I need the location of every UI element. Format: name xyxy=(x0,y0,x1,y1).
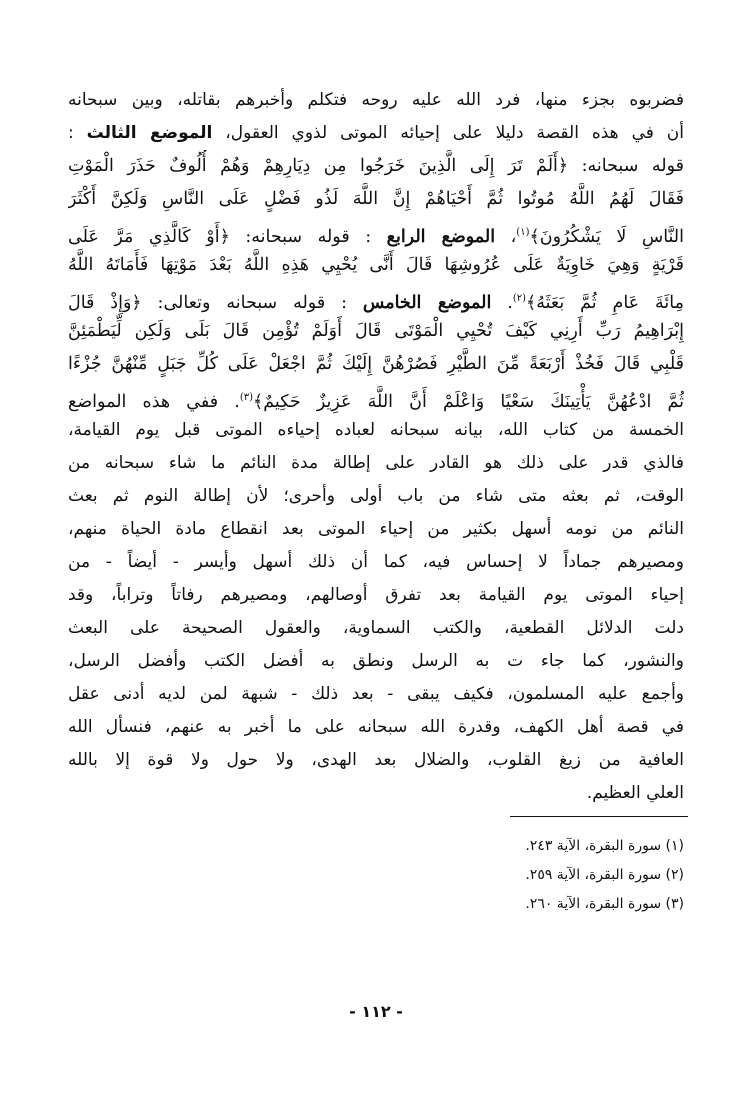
text-line xyxy=(68,480,684,513)
line-text: العلي العظيم. xyxy=(586,783,684,803)
line-text: العافية من زيغ القلوب، والضلال بعد الهدى، ولا حول ولا قوة إلا بالله xyxy=(68,750,684,770)
text-line xyxy=(68,381,684,414)
section-heading: الموضع الخامس xyxy=(362,292,492,313)
text-line xyxy=(68,546,684,579)
text-line xyxy=(68,777,684,810)
line-text: . xyxy=(491,292,513,313)
text-line xyxy=(68,447,684,480)
text-line xyxy=(68,150,684,183)
line-text: قَلْبِي قَالَ فَخُذْ أَرْبَعَةً مِّنَ الطَّيْرِ فَصُرْهُنَّ إِلَيْكَ ثُمَّ اجْعَلْ عَلَى كُلِّ جَبَلٍ مِّنْهُنَّ جُزْءًا xyxy=(68,354,684,374)
footnote-item: (١) سورة البقرة، الآية ٢٤٣. xyxy=(525,838,684,854)
line-text: . ففي هذه المواضع xyxy=(68,391,240,412)
line-text: : قوله سبحانه: ﴿أَوْ كَالَّذِي مَرَّ عَلَى xyxy=(68,226,387,247)
line-text: والنشور، كما جاء ت به الرسل ونطق به أفضل الكتب وأفضل الرسل، xyxy=(68,651,684,671)
text-line xyxy=(68,711,684,744)
line-text: قَرْيَةٍ وَهِيَ خَاوِيَةٌ عَلَى عُرُوشِهَا قَالَ أَنَّى يُحْيِي هَذِهِ اللَّهُ بَعْدَ مَوْتِهَا فَأَمَاتَهُ اللَّهُ xyxy=(68,255,684,275)
line-text: الخمسة من كتاب الله، بيانه سبحانه لعباده إحياءه الموتى قبل يوم القيامة، xyxy=(68,420,684,440)
line-text: : xyxy=(68,123,87,143)
footnote-ref: (١) xyxy=(516,227,530,238)
line-text: فالذي قدر على ذلك هو القادر على إطالة مدة النائم ما شاء سبحانه من xyxy=(68,453,684,473)
line-text: ، xyxy=(495,226,517,247)
section-heading: الموضع الثالث xyxy=(86,123,213,143)
section-heading: الموضع الرابع xyxy=(386,226,496,247)
text-line xyxy=(68,282,684,315)
line-text: إحياء الموتى يوم القيامة بعد تفرق أوصالهم، ومصيرهم رفاتاً وتراباً، وقد xyxy=(68,585,684,605)
line-text: الوقت، ثم بعثه متى شاء من باب أولى وأحرى؛ لأن إطالة النوم ثم بعث xyxy=(68,486,684,506)
line-text: مِائَةَ عَامٍ ثُمَّ بَعَثَهُ﴾ xyxy=(526,292,684,313)
text-line xyxy=(68,612,684,645)
line-text: : قوله سبحانه وتعالى: ﴿وَإِذْ قَالَ xyxy=(68,292,363,313)
text-line xyxy=(68,678,684,711)
text-line xyxy=(68,183,684,216)
text-line xyxy=(68,249,684,282)
page-body xyxy=(68,84,684,810)
page-number: - ١١٢ - xyxy=(349,1002,403,1021)
footnote-ref: (٢) xyxy=(512,293,527,304)
text-line xyxy=(68,315,684,348)
line-text: إِبْرَاهِيمُ رَبِّ أَرِنِي كَيْفَ تُحْيِي الْمَوْتَى قَالَ أَوَلَمْ تُؤْمِن قَالَ بَلَى وَلَكِن لِّيَطْمَئِنَّ xyxy=(68,321,684,341)
line-text: فَقَالَ لَهُمُ اللَّهُ مُوتُوا ثُمَّ أَحْيَاهُمْ إِنَّ اللَّهَ لَذُو فَضْلٍ عَلَى النَّاسِ وَلَكِنَّ أَكْثَرَ xyxy=(68,189,684,209)
text-line xyxy=(68,645,684,678)
text-line xyxy=(68,513,684,546)
footnote-item: (٢) سورة البقرة، الآية ٢٥٩. xyxy=(525,867,684,883)
line-text: قوله سبحانه: ﴿أَلَمْ تَرَ إِلَى الَّذِينَ خَرَجُوا مِن دِيَارِهِمْ وَهُمْ أُلُوفٌ حَذَرَ الْمَوْتِ xyxy=(68,156,684,176)
footnote-separator xyxy=(510,816,688,817)
line-text: النائم من نومه أسهل بكثير من إحياء الموتى بعد انقطاع مادة الحياة منهم، xyxy=(68,519,684,539)
line-text: أن في هذه القصة دليلا على إحيائه الموتى لذوي العقول، xyxy=(212,123,684,143)
text-line xyxy=(68,84,684,117)
line-text: ومصيرهم جماداً لا إحساس فيه، كما أن ذلك أسهل وأيسر - أيضاً - من xyxy=(68,552,684,572)
text-line xyxy=(68,744,684,777)
footnote-ref: (٣) xyxy=(239,392,254,403)
line-text: النَّاسِ لَا يَشْكُرُونَ﴾ xyxy=(529,226,684,247)
text-line xyxy=(68,579,684,612)
footnotes xyxy=(68,826,684,919)
line-text: وأجمع عليه المسلمون، فكيف يبقى - بعد ذلك - شبهة لمن لديه أدنى عقل xyxy=(68,684,684,704)
text-line xyxy=(68,117,684,150)
text-line xyxy=(68,414,684,447)
text-line xyxy=(68,216,684,249)
line-text: فضربوه بجزء منها، فرد الله عليه روحه فتكلم وأخبرهم بقاتله، وبين سبحانه xyxy=(68,90,684,110)
line-text: في قصة أهل الكهف، وقدرة الله سبحانه على ما أخبر به عنهم، فنسأل الله xyxy=(68,717,684,737)
footnote-item: (٣) سورة البقرة، الآية ٢٦٠. xyxy=(525,896,684,912)
line-text: ثُمَّ ادْعُهُنَّ يَأْتِينَكَ سَعْيًا وَاعْلَمْ أَنَّ اللَّهَ عَزِيزٌ حَكِيمٌ﴾ xyxy=(253,391,684,412)
line-text: دلت الدلائل القطعية، والكتب السماوية، والعقول الصحيحة على البعث xyxy=(68,618,684,638)
text-line xyxy=(68,348,684,381)
